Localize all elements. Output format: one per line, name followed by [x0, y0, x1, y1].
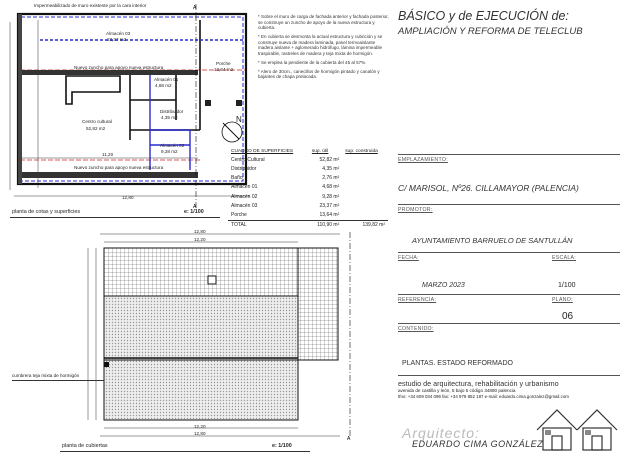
row-util: 4,35 m²: [322, 165, 340, 172]
top-plan-caption: planta de cotas y superficies: [12, 209, 81, 215]
architect-name: EDUARDO CIMA GONZÁLEZ: [412, 439, 544, 449]
table-row: [228, 192, 388, 201]
surfaces-col-construida: sup. construida: [345, 148, 378, 154]
divider: [398, 294, 620, 295]
divider: [398, 375, 620, 376]
row-util: 52,82 m²: [319, 156, 340, 163]
roof-dim-bottom-inner: 12,20: [194, 424, 206, 429]
surfaces-col-util: sup. útil: [311, 148, 329, 154]
row-construida: [342, 210, 388, 220]
project-subtitle: AMPLIACIÓN Y REFORMA DE TELECLUB: [398, 26, 583, 37]
studio-address: avenida de castilla y león, 5 bajo 5 código 34880 palencia: [398, 388, 516, 393]
total-label: TOTAL: [228, 220, 309, 230]
row-label: Distribuidor: [231, 165, 257, 172]
room-porche-area: 13,64 m2: [214, 67, 234, 72]
table-row: [228, 174, 388, 183]
roof-dim-inner: 12,20: [194, 237, 206, 242]
table-row: [228, 201, 388, 210]
svg-text:A: A: [347, 436, 351, 442]
roof-dim-bottom-outer: 12,80: [194, 431, 206, 436]
reference-label: REFERENCIA:: [398, 297, 437, 303]
dim-label-inner: 11,20: [102, 152, 114, 157]
row-label: Almacén 02: [231, 193, 258, 200]
promoter-value: AYUNTAMIENTO BARRUELO DE SANTULLÁN: [412, 236, 573, 245]
room-porche-name: Porche: [216, 61, 231, 66]
roof-plan-caption-underline: [60, 451, 310, 452]
row-construida: [342, 201, 388, 210]
table-row: [228, 210, 388, 220]
project-title: BÁSICO y de EJECUCIÓN de:: [398, 9, 569, 23]
room-almacen-01-name: Almacén 01: [154, 77, 179, 82]
row-util: 13,64 m²: [319, 211, 340, 218]
row-label: Centro Cultural: [231, 156, 265, 163]
surfaces-table-title: CUADRO DE SUPERFICIES: [231, 148, 294, 154]
room-distribuidor-area: 4,35 m2: [161, 115, 178, 120]
note-3: * Se emplea la pendiente de la cubierta del 45 al 57%.: [258, 59, 367, 65]
location-value: C/ MARISOL, Nº26. CILLAMAYOR (PALENCIA): [398, 183, 579, 193]
room-almacen-03-area: 23,37 m2: [107, 37, 127, 42]
table-row: [228, 164, 388, 173]
divider: [398, 323, 620, 324]
surfaces-table-header: [228, 147, 388, 155]
plan-number: 06: [562, 311, 574, 322]
row-label: Almacén 01: [231, 184, 258, 191]
top-plan-caption-underline: [10, 217, 220, 218]
annotation-top: Impermeabilizado de muro existente por la cara interior: [34, 3, 147, 8]
row-construida: [342, 164, 388, 173]
roof-plan-caption: planta de cubiertas: [62, 443, 108, 449]
row-label: Porche: [231, 211, 247, 218]
room-almacen-02-area: 9,28 m2: [161, 149, 178, 154]
date-label: FECHA:: [398, 255, 419, 261]
content-value: PLANTAS. ESTADO REFORMADO: [402, 360, 513, 367]
divider: [398, 252, 620, 253]
architect-label: Arquitecto:: [402, 425, 480, 441]
divider: [398, 204, 620, 205]
date-value: MARZO 2023: [422, 282, 465, 289]
note-2: * En cubierta se desmonta la actual estructura y cubrición y se construye nueva de madera laminada, panel termoaislante madera aislante + aglomerado hidrófugo, lámina impermeable traspirable, rastreles de madera y teja mixta de hormigón.: [258, 34, 383, 56]
ridge-leader: [12, 380, 104, 381]
divider: [398, 154, 620, 155]
row-construida: [342, 192, 388, 201]
total-construida: 139,82 m²: [342, 220, 388, 230]
beam-label-lower: Nuevo zuncho para apoyo nueva estructura: [74, 165, 164, 170]
row-construida: [342, 174, 388, 183]
room-almacen-02-name: Almacén 02: [160, 143, 185, 148]
scale-label: ESCALA:: [552, 255, 577, 261]
note-1: * Sobre el muro de carga de fachada anterior y fachada posterior, se construye un zuncho de apoyo de la nueva estructura y cubierta.: [258, 14, 389, 31]
total-util: 110,90 m²: [309, 220, 342, 230]
row-util: 9,28 m²: [322, 193, 340, 200]
ridge-label: cumbrera teja mixta de hormigón: [12, 373, 80, 378]
row-util: 4,68 m²: [322, 184, 340, 191]
content-label: CONTENIDO:: [398, 326, 434, 332]
svg-text:A: A: [193, 5, 197, 11]
room-almacen-03-name: Almacén 03: [106, 31, 131, 36]
title-block: [392, 0, 624, 457]
room-distribuidor-name: Distribuidor: [160, 109, 184, 114]
svg-text:A: A: [193, 204, 197, 210]
room-centro-cultural-area: 52,82 m2: [86, 126, 106, 131]
row-construida: [342, 183, 388, 192]
row-util: 23,37 m²: [319, 202, 340, 209]
dim-label-top: 12,80: [122, 195, 134, 200]
plan-label: PLANO:: [552, 297, 573, 303]
row-label: Baño: [231, 175, 243, 182]
roof-dim-outer: 12,80: [194, 229, 206, 234]
studio-contact: tfno: +34 609 034 099 fax: +34 979 852 187 e-mail: eduardo.cima.gonzalez@gmail.com: [398, 394, 569, 399]
promoter-label: PROMOTOR:: [398, 207, 433, 213]
room-almacen-01-area: 4,68 m2: [155, 83, 172, 88]
roof-plan-drawing: [0, 228, 392, 457]
location-label: EMPLAZAMIENTO:: [398, 157, 448, 163]
room-centro-cultural-name: Centro cultural: [82, 119, 112, 124]
row-util: 2,76 m²: [322, 175, 340, 182]
note-4: * Alero de 30cm., canecillos de hormigón pintado y canalón y bajantes de chapa prelacada.: [258, 68, 380, 80]
top-plan-scale: e: 1/100: [184, 209, 204, 215]
construction-notes: [258, 14, 390, 83]
surfaces-table: [228, 147, 388, 230]
studio-name: estudio de arquitectura, rehabilitación y urbanismo: [398, 379, 559, 388]
table-row: [228, 183, 388, 192]
house-logo-icon: [532, 400, 622, 455]
beam-label: Nuevo zuncho para apoyo nueva estructura: [74, 65, 164, 70]
row-construida: [342, 155, 388, 164]
table-row: [228, 155, 388, 164]
roof-plan-scale: e: 1/100: [272, 443, 292, 449]
scale-value: 1/100: [558, 282, 576, 289]
north-label: N: [236, 115, 242, 124]
row-label: Almacén 03: [231, 202, 258, 209]
